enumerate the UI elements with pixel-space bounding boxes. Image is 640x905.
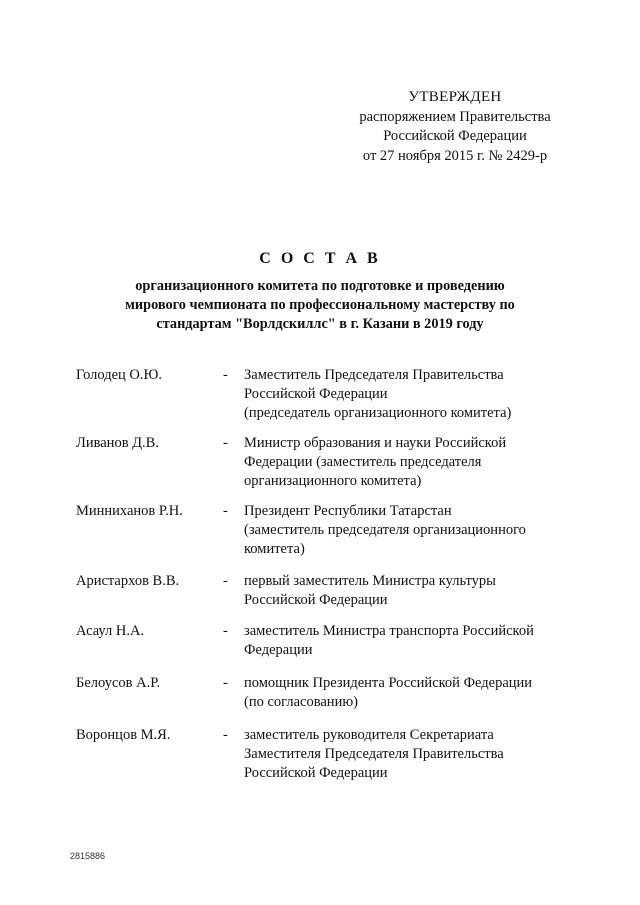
member-role-line: организационного комитета) xyxy=(244,473,422,489)
member-role-line: первый заместитель Министра культуры xyxy=(244,573,496,589)
member-role-line: заместитель Министра транспорта Российской xyxy=(244,623,534,639)
member-dash: - xyxy=(223,367,228,383)
member-dash: - xyxy=(223,675,228,691)
subtitle-line: стандартам "Ворлдскиллс" в г. Казани в 2019 году xyxy=(156,316,484,332)
member-role-line: Министр образования и науки Российской xyxy=(244,435,507,451)
document-code: 2815886 xyxy=(70,851,106,861)
member-role xyxy=(244,502,564,559)
approval-block xyxy=(330,88,580,166)
member-dash: - xyxy=(223,727,228,743)
member-role xyxy=(244,366,564,423)
member-role-line: помощник Президента Российской Федерации xyxy=(244,675,533,691)
approval-line: Российской Федерации xyxy=(383,128,527,144)
member-name: Аристархов В.В. xyxy=(76,573,180,589)
member-role-line: Российской Федерации xyxy=(244,592,388,608)
member-role xyxy=(244,434,564,491)
member-dash: - xyxy=(223,573,228,589)
member-name: Воронцов М.Я. xyxy=(76,727,171,743)
member-role-line: Российской Федерации xyxy=(244,765,388,781)
member-role-line: Федерации (заместитель председателя xyxy=(244,454,482,470)
member-role-line: заместитель руководителя Секретариата xyxy=(244,727,494,743)
member-role-line: Заместитель Председателя Правительства xyxy=(244,367,504,383)
document-subtitle xyxy=(80,277,560,334)
member-role-line: комитета) xyxy=(244,541,305,557)
member-role-line: Президент Республики Татарстан xyxy=(244,503,452,519)
member-name: Ливанов Д.В. xyxy=(76,435,159,451)
member-dash: - xyxy=(223,435,228,451)
member-name: Голодец О.Ю. xyxy=(76,367,163,383)
approval-line: от 27 ноября 2015 г. № 2429-р xyxy=(362,147,548,164)
member-name: Асаул Н.А. xyxy=(76,623,145,639)
subtitle-line: организационного комитета по подготовке и проведению xyxy=(135,278,505,294)
member-role-line: (по согласованию) xyxy=(244,694,358,710)
member-role xyxy=(244,674,564,712)
member-dash: - xyxy=(223,623,228,639)
approval-stamp: УТВЕРЖДЕН xyxy=(408,89,502,105)
member-role-line: Федерации xyxy=(244,642,313,658)
member-role-line: (заместитель председателя организационного xyxy=(244,522,526,538)
member-role-line: (председатель организационного комитета) xyxy=(244,405,512,421)
document-title: С О С Т А В xyxy=(259,250,381,267)
member-name: Минниханов Р.Н. xyxy=(76,503,183,519)
approval-line: распоряжением Правительства xyxy=(359,108,551,125)
member-role xyxy=(244,622,564,660)
subtitle-line: мирового чемпионата по профессиональному мастерству по xyxy=(125,297,515,313)
member-dash: - xyxy=(223,503,228,519)
member-role xyxy=(244,572,564,610)
member-role-line: Заместителя Председателя Правительства xyxy=(244,746,504,762)
member-name: Белоусов А.Р. xyxy=(76,675,161,691)
member-role xyxy=(244,726,564,783)
member-role-line: Российской Федерации xyxy=(244,386,388,402)
